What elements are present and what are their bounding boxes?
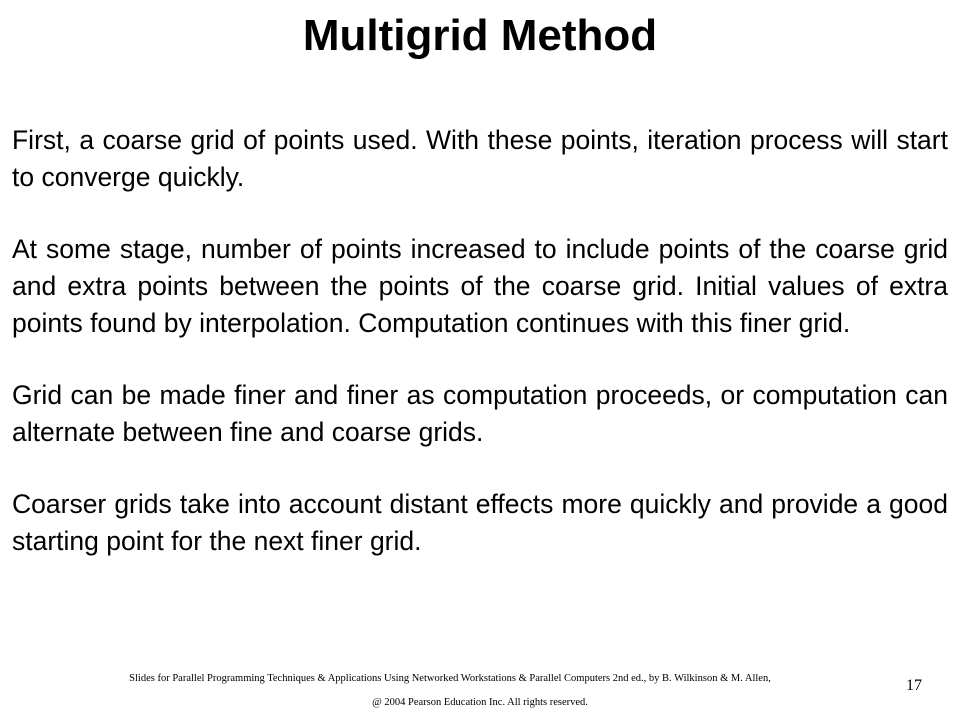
- page-number: 17: [906, 677, 922, 694]
- paragraph-finer-grid: Grid can be made finer and finer as computation proceeds, or computation can alternate between fine and coarse grids.: [12, 380, 948, 447]
- footer-copyright: @ 2004 Pearson Education Inc. All rights reserved.: [372, 697, 588, 708]
- paragraph-increase-points: At some stage, number of points increased to include points of the coarse grid and extra points between the points of the coarse grid. Initial values of extra points found by interpolation. Computation continues with this finer grid.: [12, 234, 948, 338]
- footer-attribution: Slides for Parallel Programming Techniques & Applications Using Networked Workstations & Parallel Computers 2nd ed., by B. Wilkinson & M. Allen,: [129, 673, 771, 684]
- paragraph-coarse-grid: First, a coarse grid of points used. With these points, iteration process will start to converge quickly.: [12, 125, 948, 192]
- paragraph-coarser-grids: Coarser grids take into account distant effects more quickly and provide a good starting point for the next finer grid.: [12, 489, 948, 556]
- slide-body: [12, 122, 948, 560]
- slide-title: Multigrid Method: [302, 11, 658, 60]
